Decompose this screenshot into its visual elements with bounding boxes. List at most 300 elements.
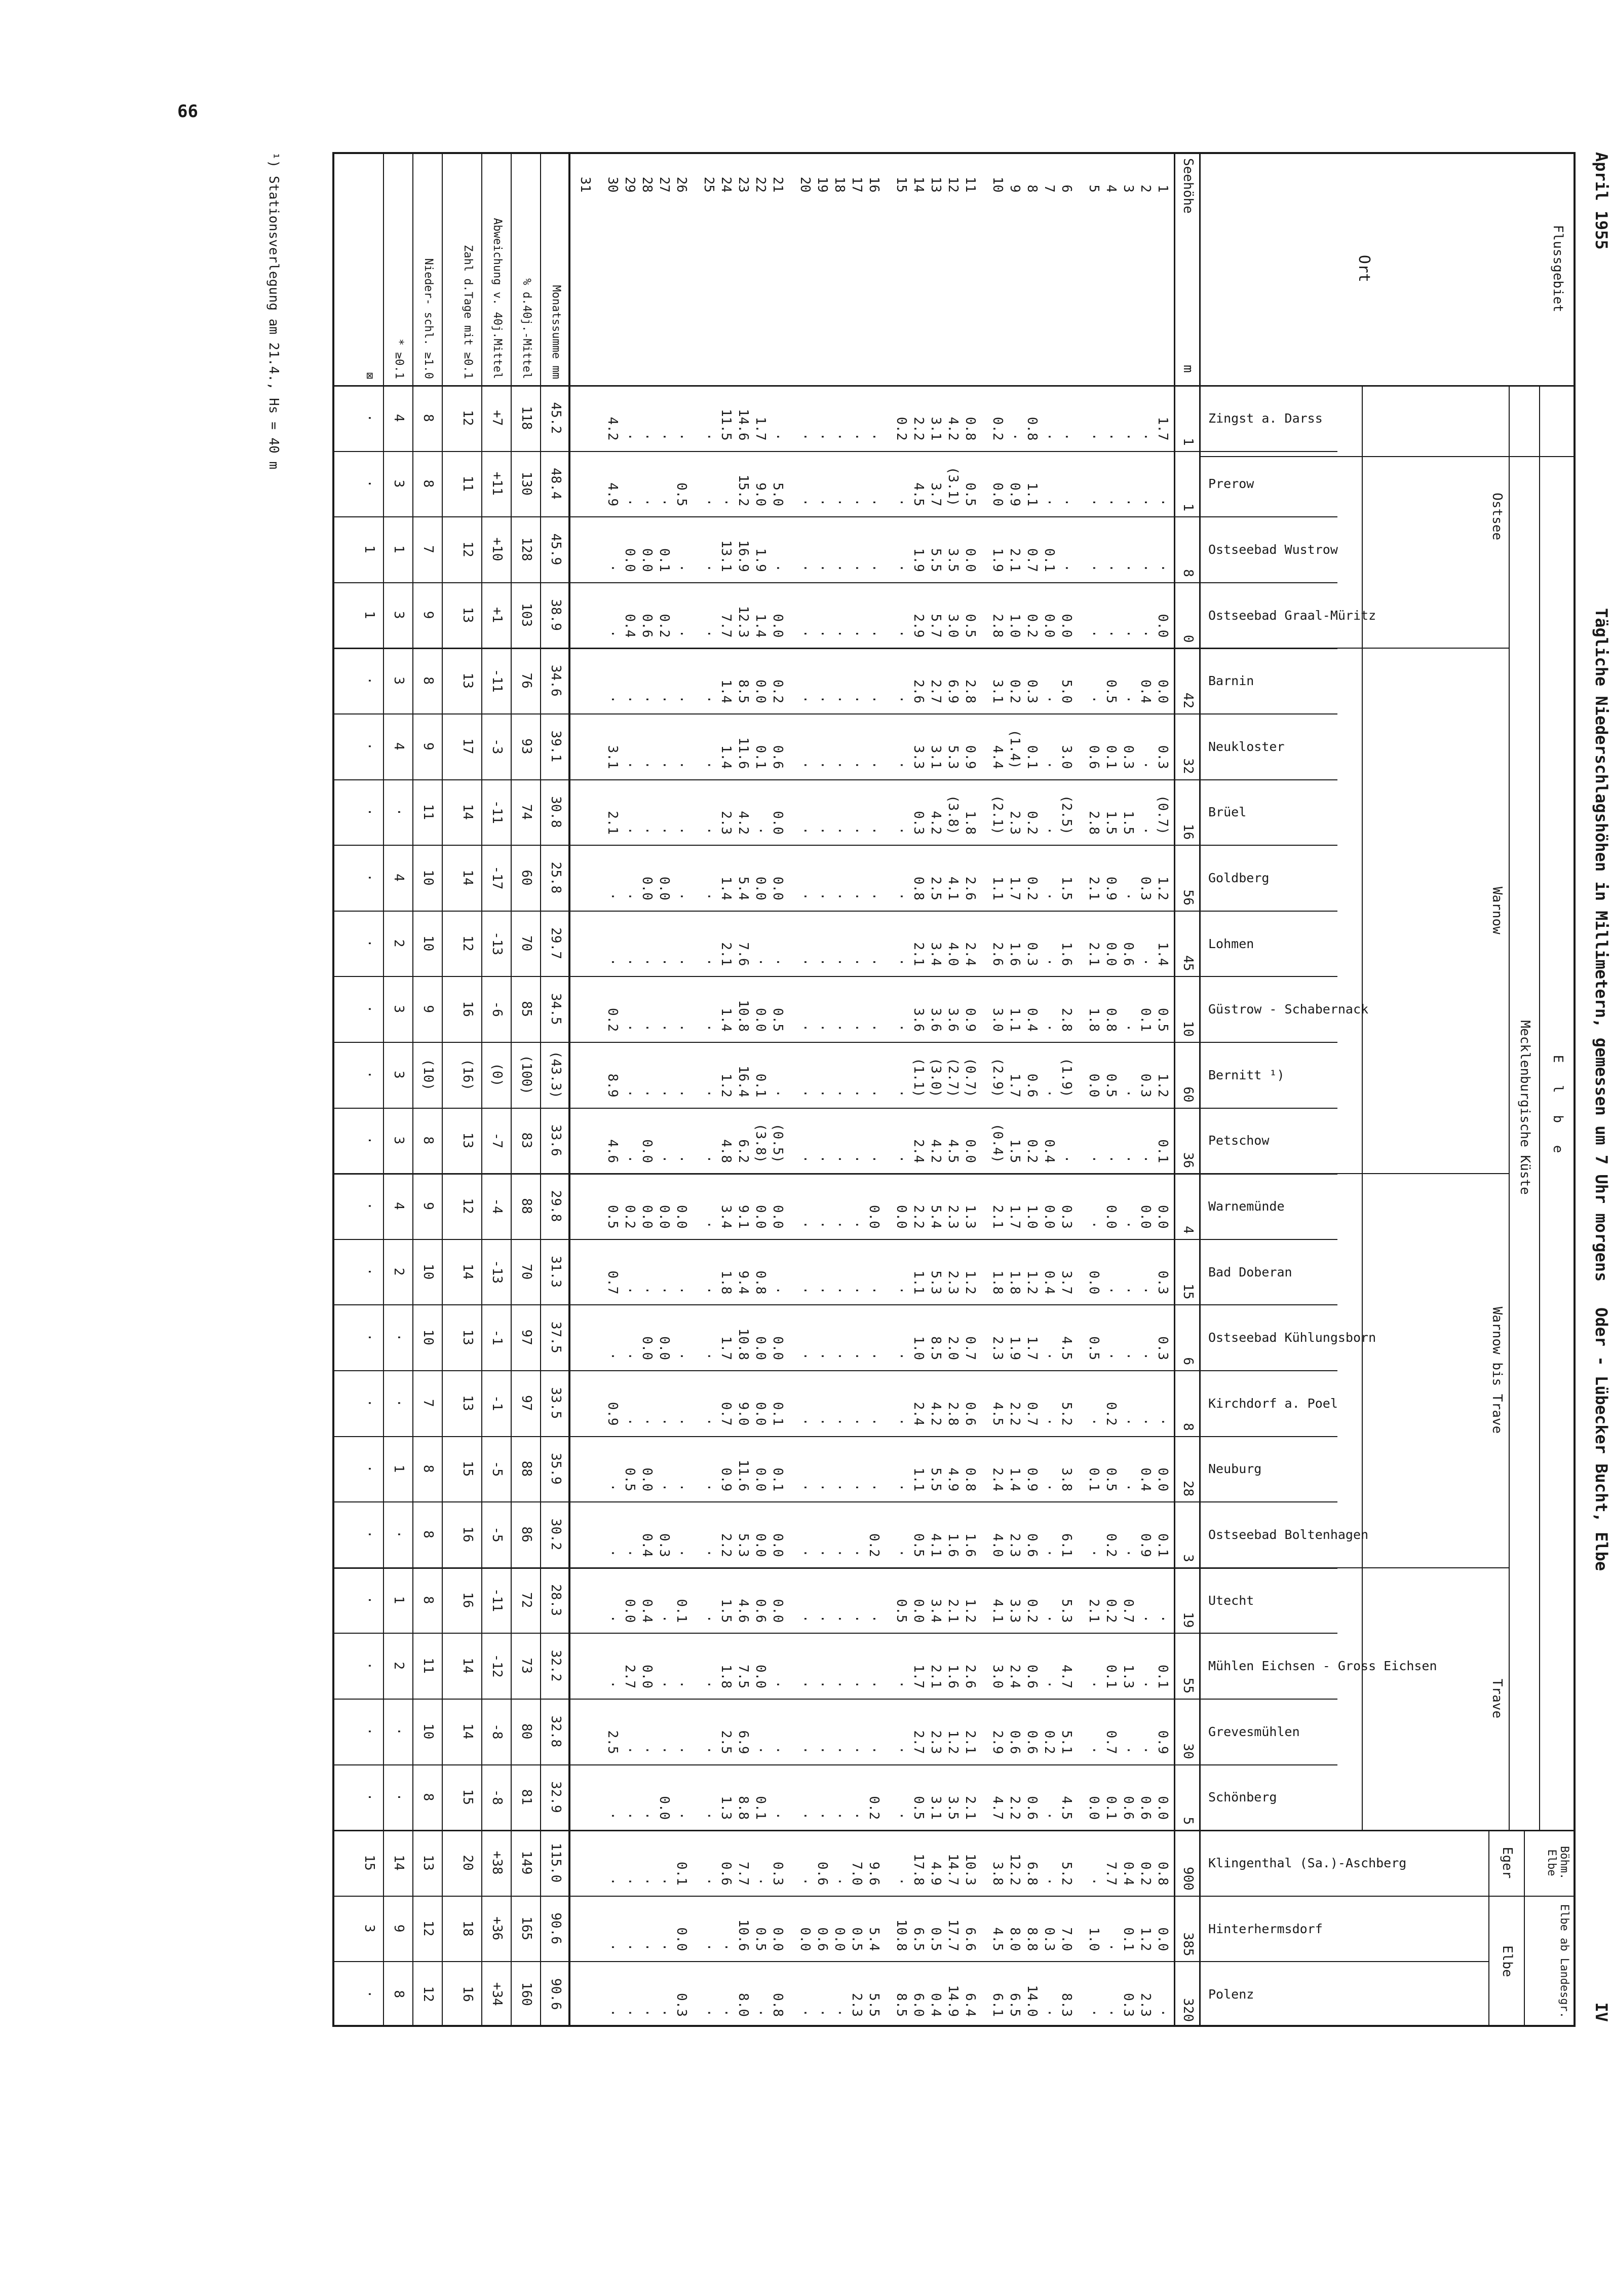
day-value: · [674, 1549, 689, 1557]
day-value: 14.6 [736, 408, 751, 441]
day-value: · [1155, 1614, 1170, 1623]
day-value: 4.9 [945, 1467, 961, 1492]
day-value: · [1042, 1417, 1057, 1426]
day-value: · [1121, 1417, 1136, 1426]
day-value: · [701, 1483, 716, 1492]
summary-value: -13 [489, 1260, 505, 1284]
summary-value: 25.8 [548, 861, 563, 894]
day-value: · [1103, 564, 1119, 572]
rule-line [334, 516, 1337, 517]
day-value: · [1042, 1483, 1057, 1492]
summary-value: -5 [489, 1460, 505, 1477]
day-value: · [1059, 432, 1074, 441]
summary-value: 10 [420, 870, 436, 886]
day-value: 0.2 [894, 417, 909, 441]
day-number: 11 [963, 176, 978, 193]
day-value: 0.5 [911, 1796, 926, 1820]
day-value: · [866, 1680, 881, 1688]
day-number: 15 [894, 176, 909, 193]
day-value: · [1086, 1877, 1101, 1886]
rule-line [481, 152, 482, 2027]
day-value: · [797, 1089, 813, 1098]
m-label: m [1180, 365, 1196, 373]
day-value: 0.6 [1024, 1073, 1040, 1098]
day-value: · [866, 1614, 881, 1623]
day-value: · [605, 564, 620, 572]
day-value: 5.4 [928, 1205, 943, 1229]
page-number: 66 [177, 101, 198, 122]
day-value: · [657, 1024, 672, 1032]
day-value: 0.3 [1138, 876, 1153, 900]
day-value: 1.6 [1059, 942, 1074, 966]
day-value: · [815, 1549, 830, 1557]
day-value: · [866, 958, 881, 966]
summary-value: 149 [519, 1851, 534, 1875]
day-value: · [657, 1089, 672, 1098]
summary-value: 18 [460, 1920, 475, 1937]
day-value: 0.0 [1042, 1205, 1057, 1229]
day-value: · [1121, 1286, 1136, 1295]
day-value: 2.4 [911, 1402, 926, 1426]
day-value: 0.1 [674, 1861, 689, 1886]
day-value: · [849, 564, 864, 572]
day-value: · [1103, 1286, 1119, 1295]
summary-value: 13 [460, 607, 475, 623]
day-value: 0.0 [1155, 1467, 1170, 1492]
day-value: 0.0 [770, 1336, 785, 1360]
day-value: · [1121, 1089, 1136, 1098]
day-value: · [815, 1417, 830, 1426]
rule-line [540, 152, 541, 2027]
day-value: · [622, 1417, 637, 1426]
day-value: 3.4 [718, 1205, 734, 1229]
day-number: 29 [622, 176, 637, 193]
day-value: · [1042, 1812, 1057, 1820]
station-name: Kirchdorf a. Poel [1208, 1396, 1338, 1411]
summary-value: 11 [420, 804, 436, 820]
day-value: · [639, 1024, 655, 1032]
day-value: · [639, 1812, 655, 1820]
day-value: 1.7 [1024, 1336, 1040, 1360]
day-value: · [866, 432, 881, 441]
day-value: · [1086, 1549, 1101, 1557]
day-value: 0.6 [753, 1599, 768, 1623]
day-value: · [815, 1680, 830, 1688]
day-value: 2.8 [945, 1402, 961, 1426]
station-elevation: 4 [1180, 1226, 1196, 1234]
day-value: 1.4 [753, 614, 768, 638]
summary-value: 130 [519, 471, 534, 496]
day-value: 0.3 [911, 811, 926, 835]
day-value: 3.6 [945, 1008, 961, 1032]
day-number: 12 [945, 176, 961, 193]
station-name: Zingst a. Darss [1208, 410, 1323, 426]
summary-value: -12 [489, 1653, 505, 1678]
day-value: 0.6 [1121, 1796, 1136, 1820]
day-value: 0.5 [1103, 1467, 1119, 1492]
day-value: 5.4 [866, 1927, 881, 1951]
day-value: · [832, 1089, 847, 1098]
day-value: 1.2 [945, 1730, 961, 1754]
day-value: 0.0 [1155, 614, 1170, 638]
summary-value: 83 [519, 1132, 534, 1149]
day-value: · [832, 1221, 847, 1229]
station-elevation: 0 [1180, 634, 1196, 643]
day-value: 0.0 [963, 548, 978, 572]
day-value: · [1155, 498, 1170, 507]
day-value: 0.5 [928, 1927, 943, 1951]
day-value: · [701, 1221, 716, 1229]
day-value: 1.7 [1007, 876, 1022, 900]
summary-label: Monatssumme mm [550, 285, 562, 379]
day-value: 7.0 [1059, 1927, 1074, 1951]
day-value: · [622, 432, 637, 441]
day-value: · [1086, 695, 1101, 703]
summary-value: 29.7 [548, 927, 563, 959]
day-value: · [849, 1746, 864, 1754]
day-value: 0.2 [1103, 1599, 1119, 1623]
day-value: 2.1 [1086, 942, 1101, 966]
day-value: 1.6 [945, 1665, 961, 1688]
summary-value: 2 [391, 1662, 406, 1670]
day-value: 5.2 [1059, 1861, 1074, 1886]
station-name: Mühlen Eichsen - Gross Eichsen [1208, 1659, 1437, 1674]
day-value: · [1042, 498, 1057, 507]
day-value: 0.0 [770, 614, 785, 638]
summary-value: 4 [391, 874, 406, 882]
day-value: 0.6 [1024, 1665, 1040, 1688]
day-value: 0.4 [639, 1533, 655, 1557]
rule-line [334, 976, 1337, 977]
day-value: · [1103, 1155, 1119, 1163]
day-value: 4.6 [605, 1139, 620, 1163]
station-elevation: 1 [1180, 503, 1196, 512]
day-value: 0.9 [1024, 1467, 1040, 1492]
day-value: 0.2 [866, 1533, 881, 1557]
day-value: 0.0 [657, 1205, 672, 1229]
summary-value: · [362, 939, 377, 948]
day-value: 0.0 [832, 1927, 847, 1951]
day-value: · [657, 432, 672, 441]
day-value: 0.6 [963, 1402, 978, 1426]
day-value: 1.6 [1007, 942, 1022, 966]
rule-line [334, 1896, 1337, 1897]
day-value: 0.6 [718, 1861, 734, 1886]
day-value: 0.5 [894, 1599, 909, 1623]
day-value: 1.3 [718, 1796, 734, 1820]
station-name: Utecht [1208, 1593, 1254, 1608]
day-value: · [639, 1417, 655, 1426]
summary-value: +36 [489, 1916, 505, 1941]
day-value: · [1086, 629, 1101, 638]
rule-line [1509, 385, 1510, 1830]
day-value: 2.2 [911, 417, 926, 441]
day-value: · [849, 826, 864, 835]
summary-value: -6 [489, 1001, 505, 1017]
day-value: · [832, 1614, 847, 1623]
day-value: 0.1 [1155, 1533, 1170, 1557]
summary-value: 35.9 [548, 1453, 563, 1485]
summary-value: -13 [489, 931, 505, 956]
summary-value: 14 [460, 1723, 475, 1740]
day-value: 0.6 [770, 745, 785, 769]
day-value: · [674, 629, 689, 638]
day-value: 3.3 [1007, 1599, 1022, 1623]
day-value: 0.0 [753, 1402, 768, 1426]
summary-value: 1 [362, 611, 377, 619]
day-value: 1.8 [963, 811, 978, 835]
warnow-label: Warnow [1489, 886, 1505, 934]
day-value: · [674, 695, 689, 703]
day-value: 0.2 [770, 680, 785, 703]
day-number: 5 [1086, 184, 1101, 193]
day-value: · [832, 1286, 847, 1295]
day-value: · [605, 892, 620, 900]
day-value: 0.0 [1042, 614, 1057, 638]
day-value: · [622, 1746, 637, 1754]
day-value: · [605, 1680, 620, 1688]
day-value: · [1138, 564, 1153, 572]
day-value: 0.0 [770, 1533, 785, 1557]
day-value: · [605, 695, 620, 703]
summary-value: · [362, 1005, 377, 1013]
day-value: · [866, 695, 881, 703]
day-value: 5.3 [928, 1270, 943, 1295]
day-value: 3.0 [990, 1665, 1005, 1688]
day-value: 1.7 [718, 1336, 734, 1360]
day-value: 0.3 [1121, 1993, 1136, 2017]
day-value: 0.4 [1121, 1861, 1136, 1886]
day-value: · [832, 432, 847, 441]
rule-line [334, 2025, 1576, 2027]
summary-value: 13 [420, 1855, 436, 1871]
day-value: · [1155, 1417, 1170, 1426]
day-value: 0.2 [1007, 680, 1022, 703]
rule-line [1524, 1830, 1525, 2027]
day-value: 2.3 [990, 1336, 1005, 1360]
day-value: · [1138, 958, 1153, 966]
summary-value: 32.8 [548, 1715, 563, 1748]
day-value: 0.1 [1103, 745, 1119, 769]
day-value: 0.8 [963, 417, 978, 441]
day-value: 2.3 [1007, 811, 1022, 835]
summary-value: -7 [489, 1132, 505, 1149]
summary-value: 165 [519, 1916, 534, 1941]
day-value: 8.5 [894, 1993, 909, 2017]
day-value: · [894, 958, 909, 966]
day-value: · [815, 892, 830, 900]
day-value: 0.2 [1042, 1730, 1057, 1754]
day-value: · [657, 1417, 672, 1426]
day-value: · [849, 1024, 864, 1032]
day-value: · [1042, 1877, 1057, 1886]
rule-line [1199, 152, 1201, 2027]
day-value: · [1121, 498, 1136, 507]
rule-line [334, 1764, 1337, 1765]
summary-value: 7 [420, 1399, 436, 1407]
day-value: · [1086, 1746, 1101, 1754]
day-value: 0.0 [753, 1467, 768, 1492]
day-value: · [849, 1352, 864, 1360]
day-value: 0.1 [770, 1402, 785, 1426]
summary-value: 12 [420, 1920, 436, 1937]
summary-value: 38.9 [548, 599, 563, 631]
day-value: 5.5 [928, 548, 943, 572]
day-value: · [1042, 761, 1057, 769]
day-value: · [1138, 1746, 1153, 1754]
rule-line [334, 1633, 1337, 1634]
day-value: 1.2 [963, 1599, 978, 1623]
summary-value: 9 [420, 742, 436, 750]
day-value: 0.6 [1024, 1730, 1040, 1754]
day-value: 4.5 [990, 1402, 1005, 1426]
summary-value: 8 [420, 1136, 436, 1145]
day-value: · [866, 761, 881, 769]
day-value: · [866, 1155, 881, 1163]
day-value: 0.5 [963, 482, 978, 507]
day-value: · [832, 695, 847, 703]
day-value: 4.1 [928, 1533, 943, 1557]
day-value: · [797, 629, 813, 638]
day-value: 0.0 [797, 1927, 813, 1951]
day-value: · [815, 1746, 830, 1754]
day-value: 16.4 [736, 1065, 751, 1098]
day-value: · [639, 432, 655, 441]
day-value: 0.1 [753, 1073, 768, 1098]
summary-value: 85 [519, 1001, 534, 1017]
day-value: 0.2 [1138, 1861, 1153, 1886]
day-value: (0.4) [990, 1123, 1005, 1163]
summary-value: 3 [391, 676, 406, 685]
day-value: 2.2 [1007, 1796, 1022, 1820]
summary-value: 8 [420, 1530, 436, 1538]
day-value: 5.3 [736, 1533, 751, 1557]
day-value: 3.1 [990, 680, 1005, 703]
day-value: · [815, 695, 830, 703]
day-value: · [770, 564, 785, 572]
day-value: · [832, 826, 847, 835]
day-value: · [1121, 1549, 1136, 1557]
day-number: 28 [639, 176, 655, 193]
summary-value: · [362, 1530, 377, 1538]
day-value: 11.6 [736, 1459, 751, 1492]
day-value: · [866, 564, 881, 572]
rule-line [334, 648, 1337, 649]
day-value: · [639, 1746, 655, 1754]
day-value: · [753, 2009, 768, 2017]
day-number: 3 [1121, 184, 1136, 193]
day-value: · [797, 1483, 813, 1492]
day-value: · [622, 761, 637, 769]
day-value: 10.8 [894, 1919, 909, 1951]
station-elevation: 10 [1180, 1021, 1196, 1037]
day-value: · [832, 1746, 847, 1754]
station-elevation: 28 [1180, 1480, 1196, 1497]
summary-value: · [362, 1662, 377, 1670]
day-value: 0.8 [911, 876, 926, 900]
day-value: 0.2 [1103, 1402, 1119, 1426]
day-value: 0.0 [990, 482, 1005, 507]
summary-value: 1 [362, 545, 377, 553]
day-value: · [657, 1483, 672, 1492]
day-value: 4.2 [928, 1402, 943, 1426]
summary-value: (100) [519, 1055, 534, 1095]
day-value: · [605, 1943, 620, 1951]
day-value: · [1121, 892, 1136, 900]
station-elevation: 320 [1180, 1998, 1196, 2022]
day-value: · [1138, 1680, 1153, 1688]
day-value: 0.7 [963, 1336, 978, 1360]
day-value: (2.9) [990, 1058, 1005, 1098]
day-value: 0.3 [1024, 680, 1040, 703]
summary-value: 8 [420, 413, 436, 422]
day-value: · [657, 826, 672, 835]
day-value: 3.6 [928, 1008, 943, 1032]
day-value: 0.0 [753, 1008, 768, 1032]
day-value: · [797, 1877, 813, 1886]
summary-value: · [391, 1399, 406, 1407]
day-value: 2.5 [928, 876, 943, 900]
day-value: · [866, 826, 881, 835]
rule-line [1337, 1567, 1510, 1568]
day-value: 2.1 [1086, 1599, 1101, 1623]
day-value: 9.6 [866, 1861, 881, 1886]
day-number: 7 [1042, 184, 1057, 193]
day-value: · [674, 1024, 689, 1032]
day-value: · [674, 892, 689, 900]
day-value: 1.2 [1155, 876, 1170, 900]
summary-value: · [362, 742, 377, 750]
day-value: · [797, 1024, 813, 1032]
day-value: · [815, 1024, 830, 1032]
eger-label: Eger [1500, 1847, 1515, 1879]
day-value: 2.5 [605, 1730, 620, 1754]
day-value: · [605, 958, 620, 966]
summary-value: 28.3 [548, 1584, 563, 1616]
summary-value: 4 [391, 413, 406, 422]
day-value: · [849, 892, 864, 900]
day-value: 4.2 [928, 1139, 943, 1163]
summary-value: 3 [391, 1070, 406, 1079]
day-value: · [894, 629, 909, 638]
day-value: · [894, 1024, 909, 1032]
day-value: 0.0 [963, 1139, 978, 1163]
summary-value: 12 [460, 410, 475, 426]
day-value: · [1042, 2009, 1057, 2017]
station-name: Ostseebad Wustrow [1208, 542, 1338, 557]
day-value: 9.0 [753, 482, 768, 507]
day-value: 17.8 [911, 1854, 926, 1886]
day-number: 23 [736, 176, 751, 193]
day-value: 3.0 [945, 614, 961, 638]
day-value: · [1059, 1155, 1074, 1163]
day-value: 0.9 [963, 745, 978, 769]
day-value: 0.7 [718, 1402, 734, 1426]
summary-value: -1 [489, 1329, 505, 1345]
day-value: 0.9 [718, 1467, 734, 1492]
rule-line [1174, 152, 1175, 2027]
summary-value: 76 [519, 672, 534, 689]
summary-value: +11 [489, 471, 505, 496]
station-elevation: 1 [1180, 437, 1196, 446]
day-number: 19 [815, 176, 830, 193]
summary-value: +1 [489, 607, 505, 623]
day-value: 0.9 [1138, 1533, 1153, 1557]
day-value: 3.0 [990, 1008, 1005, 1032]
day-value: 2.3 [945, 1205, 961, 1229]
station-name: Schönberg [1208, 1790, 1277, 1805]
day-value: 6.1 [990, 1993, 1005, 2017]
